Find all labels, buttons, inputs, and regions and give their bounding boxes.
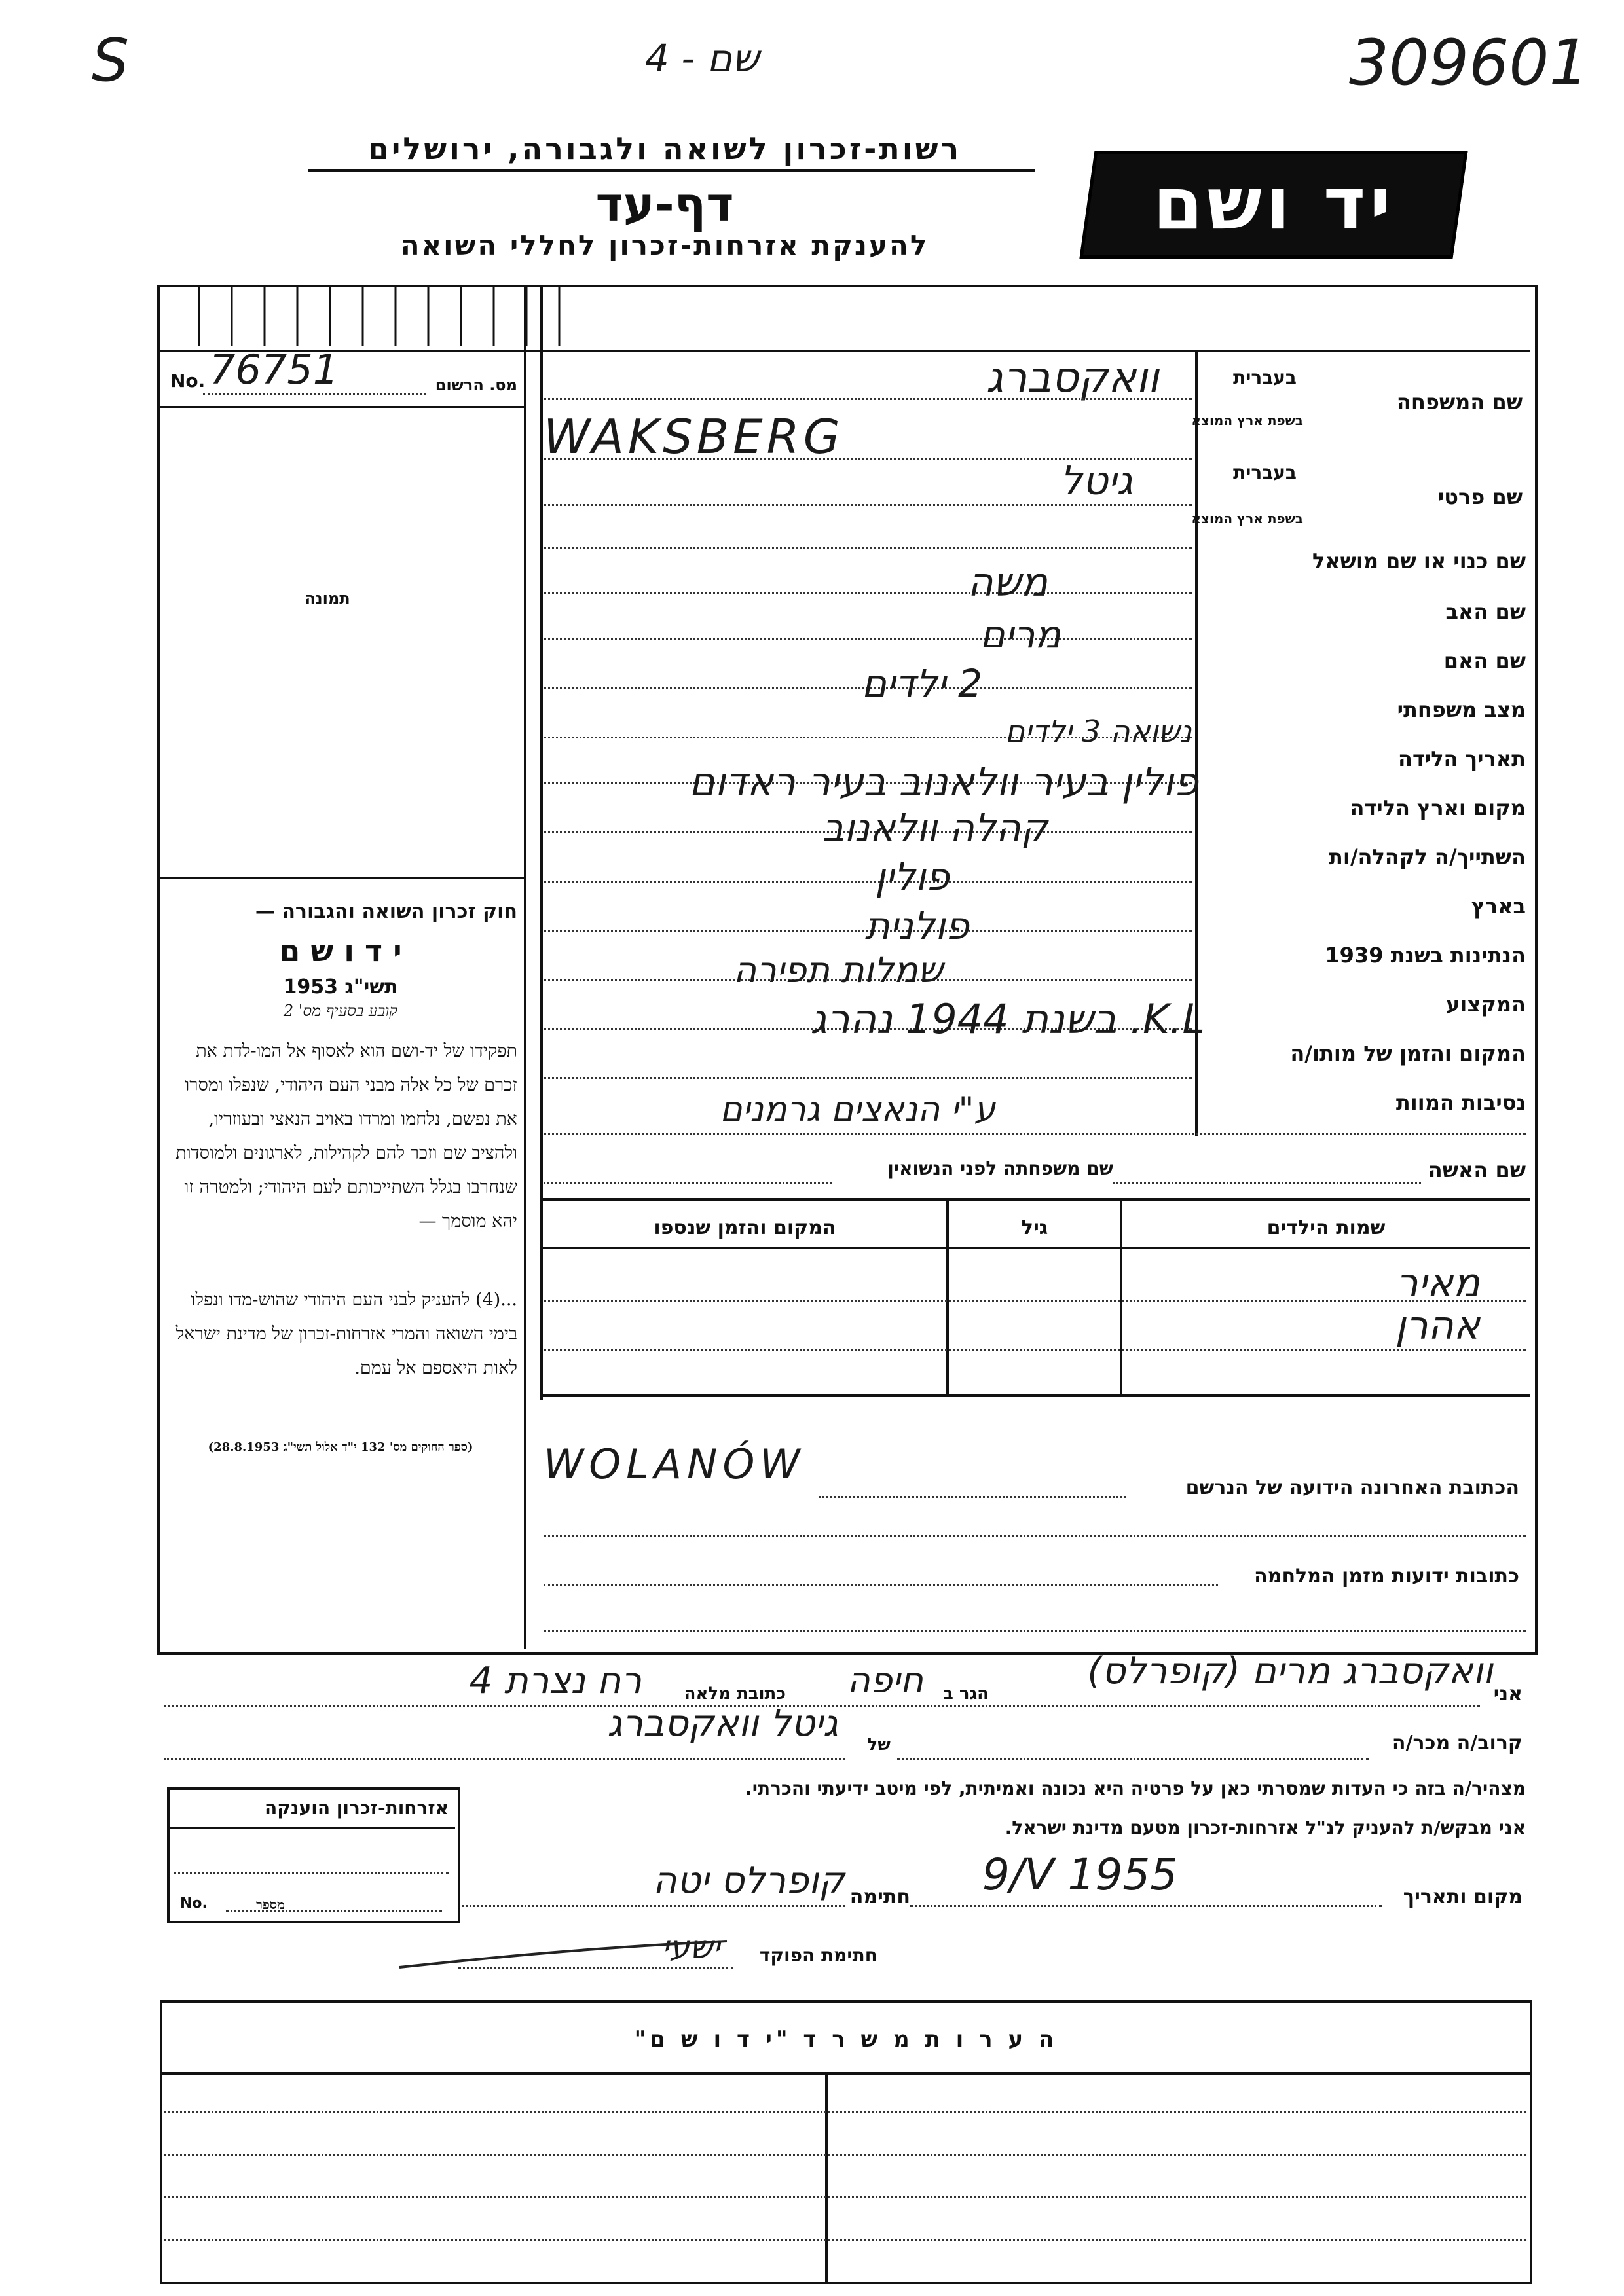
first-name-hebrew: גיטל (1060, 458, 1133, 504)
label-mother: שם האם (1443, 648, 1526, 673)
relative-of: גיטל וואקסברג (607, 1702, 838, 1745)
office-notes-title: ה ע ר ו ת מ ש ר ד "י ד ו ש ם" (634, 2026, 1058, 2052)
citizenship-box-title: אזרחות-זכרון הוענקה (265, 1797, 449, 1819)
label-signature: חתימה (849, 1886, 910, 1908)
law-source: (ספר החוקים מס' 132 י"ד אלול תשי"ג 28.8.1953) (208, 1440, 473, 1454)
declaration-text: מצהיר/ה בזה כי העדות שמסרתי כאן על פרטיה היא נכונה ואמיתית, לפי מיטב ידיעתי והכרתי. (745, 1777, 1526, 1799)
label-origin-lang-2: בשפת ארץ המוצא (1191, 511, 1303, 526)
label-birthdate: תאריך הלידה (1397, 746, 1526, 771)
law-text-2: ...(4) להעניק לבני העם היהודי שהוש-מדו ונפלו בימי השואה והמרי אזרחות-זכרון של מדינת ישראל לאות היאספם אל עמם. (175, 1290, 517, 1378)
label-of: של (867, 1735, 891, 1755)
corner-mark-left: S (92, 26, 130, 95)
birth-place: פולין בעיר וולאנוב בעיר ראדום (689, 759, 1198, 805)
label-origin-lang: בשפת ארץ המוצא (1191, 412, 1303, 428)
children-header-place: המקום והזמן שנספו (654, 1216, 836, 1239)
officer-signature: ישעי (661, 1928, 720, 1966)
declarant-signature: קופרלס יטה (653, 1859, 845, 1902)
photo-label: תמונה (304, 589, 350, 608)
citizenship-no-label: מספר (256, 1897, 285, 1912)
label-profession: המקצוע (1446, 992, 1526, 1017)
nationality: פולנית (864, 903, 969, 948)
label-first-name: שם פרטי (1437, 484, 1522, 509)
label-country: בארץ (1471, 894, 1526, 919)
label-hebrew-sub-2: בעברית (1232, 462, 1297, 483)
label-war-addresses: כתובות ידועות מזמן המלחמה (1254, 1565, 1519, 1588)
family-name-latin: WAKSBERG (544, 409, 844, 464)
label-officer-signature: חתימת הפוקד (759, 1944, 877, 1966)
label-me: אני (1493, 1683, 1522, 1705)
label-wife: שם האשה (1428, 1157, 1526, 1182)
law-section: קובע בסעיף מס' 2 (283, 1002, 398, 1020)
law-text-1: תפקידו של יד-ושם הוא לאסוף אל המו-לדת את זכרם של כל אלה מבני העם היהודי, שנפלו ומסרו את נפשם, נלחמו ומרדו באויב הנאצי ובעוזריו, ולהציב שם וזכר להם לקהילות, לארגונים ולמוסדות שנחרבו בגלל השתייכותם לעם היהודי; ולמטרה זו יהא מוסמך — (175, 1041, 517, 1231)
law-year: תשי"ג 1953 (283, 975, 398, 998)
declaration-date: 9/V 1955 (982, 1850, 1178, 1900)
declarant-name: וואקסברג מרים (קופרלס) (1087, 1650, 1493, 1692)
father-name: משה (967, 560, 1048, 606)
label-place-date: מקום ותאריך (1403, 1886, 1522, 1908)
yad-vashem-logo: יד ושם (1079, 151, 1467, 259)
profession: שמלות תפירה (733, 949, 943, 991)
children-header-names: שמות הילדים (1266, 1216, 1386, 1239)
label-nickname: שם כנוי או שם מושאל (1312, 549, 1526, 574)
label-family-name: שם המשפחה (1396, 390, 1522, 414)
death-place-time: K.L. בשנת 1944 נהרג (810, 995, 1205, 1043)
law-title: חוק זכרון השואה והגבורה — (255, 900, 517, 923)
label-death-place-time: המקום והזמן של מותו/ה (1290, 1041, 1526, 1066)
reg-no-prefix: No. (170, 370, 206, 392)
reg-label: מס. הרשום (435, 376, 517, 394)
country: פולין (875, 854, 950, 899)
birth-date: נשואה 3 ילדים (1005, 714, 1192, 749)
community: קהלה וולאנוב (822, 805, 1048, 850)
signature-stroke (393, 1931, 733, 1977)
archive-number: 309601 (1349, 26, 1589, 100)
label-community: השתייך/ה לקהלה/ות (1328, 845, 1526, 869)
form-subtitle: להענקת אזרחות-זכרון לחללי השואה (400, 229, 929, 261)
label-last-address: הכתובת האחרונה הידועה של הנרשם (1185, 1476, 1519, 1499)
label-full-address: כתובת מלאה (684, 1684, 786, 1704)
citizenship-no-prefix: No. (180, 1895, 208, 1912)
top-strip (160, 287, 1535, 353)
child-name: מאיר (1395, 1260, 1480, 1306)
children-header-age: גיל (1021, 1216, 1048, 1239)
label-death-circumstances: נסיבות המוות (1395, 1090, 1526, 1115)
corner-mark-top-center: שם - 4 (645, 36, 760, 81)
authority-name: רשות-זכרון לשואה ולגבורה, ירושלים (367, 131, 962, 166)
reg-number: 76751 (210, 346, 339, 393)
label-hebrew-sub: בעברית (1232, 367, 1297, 388)
label-birthplace: מקום וארץ הלידה (1350, 795, 1526, 820)
law-name: י ד ו ש ם (279, 933, 402, 968)
label-resident: הגר ב (942, 1684, 989, 1704)
child-name: אהרן (1395, 1303, 1480, 1349)
request-text: אני מבקש/ת להעניק לנ"ל אזרחות-זכרון מטעם מדינת ישראל. (1005, 1817, 1526, 1838)
label-wife-maiden: שם משפחתה לפני הנשואין (887, 1157, 1113, 1179)
marital-status: 2 ילדים (861, 661, 982, 706)
label-nationality: הנתינות בשנת 1939 (1325, 943, 1526, 968)
last-address: WOLANÓW (544, 1440, 805, 1488)
declarant-city: חיפה (847, 1660, 923, 1701)
declarant-address: רח נצרת 4 (469, 1660, 642, 1702)
death-circumstances: ע"י הנאצים גרמנים (720, 1090, 995, 1129)
form-title: דף-עד (595, 177, 734, 232)
family-name-hebrew: וואקסברג (986, 354, 1159, 402)
label-relative: קרוב/ה מכר/ה (1392, 1732, 1522, 1755)
label-marital: מצב משפחתי (1397, 697, 1526, 722)
label-father: שם האב (1445, 599, 1526, 624)
mother-name: מרים (980, 612, 1061, 657)
